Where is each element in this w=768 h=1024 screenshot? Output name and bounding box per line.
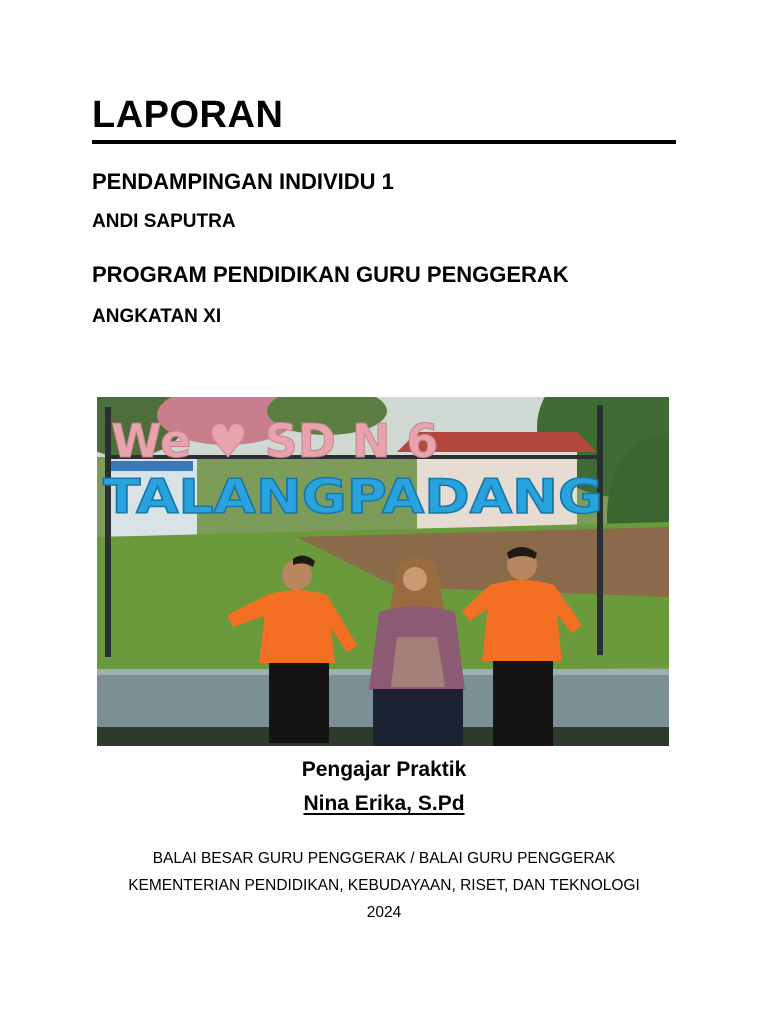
institution-line-1: BALAI BESAR GURU PENGGERAK / BALAI GURU PENGGERAK — [152, 850, 616, 867]
program-name: PROGRAM PENDIDIKAN GURU PENGGERAK — [92, 262, 569, 287]
mentor-name: Nina Erika, S.Pd — [303, 792, 465, 815]
title-divider — [92, 140, 676, 144]
report-year: 2024 — [366, 904, 402, 921]
mentor-role: Pengajar Praktik — [301, 758, 467, 781]
report-title: LAPORAN — [92, 94, 284, 136]
report-subtitle: PENDAMPINGAN INDIVIDU 1 — [92, 169, 394, 194]
cohort-label: ANGKATAN XI — [92, 306, 222, 327]
sign-bottom-text: TALANGPADANG — [103, 470, 603, 525]
sign-top-text: We ♥ SD N 6 — [111, 414, 439, 468]
institution-line-2: KEMENTERIAN PENDIDIKAN, KEBUDAYAAN, RISET, DAN TEKNOLOGI — [128, 877, 640, 894]
group-photo — [97, 397, 669, 746]
author-name: ANDI SAPUTRA — [92, 211, 236, 232]
